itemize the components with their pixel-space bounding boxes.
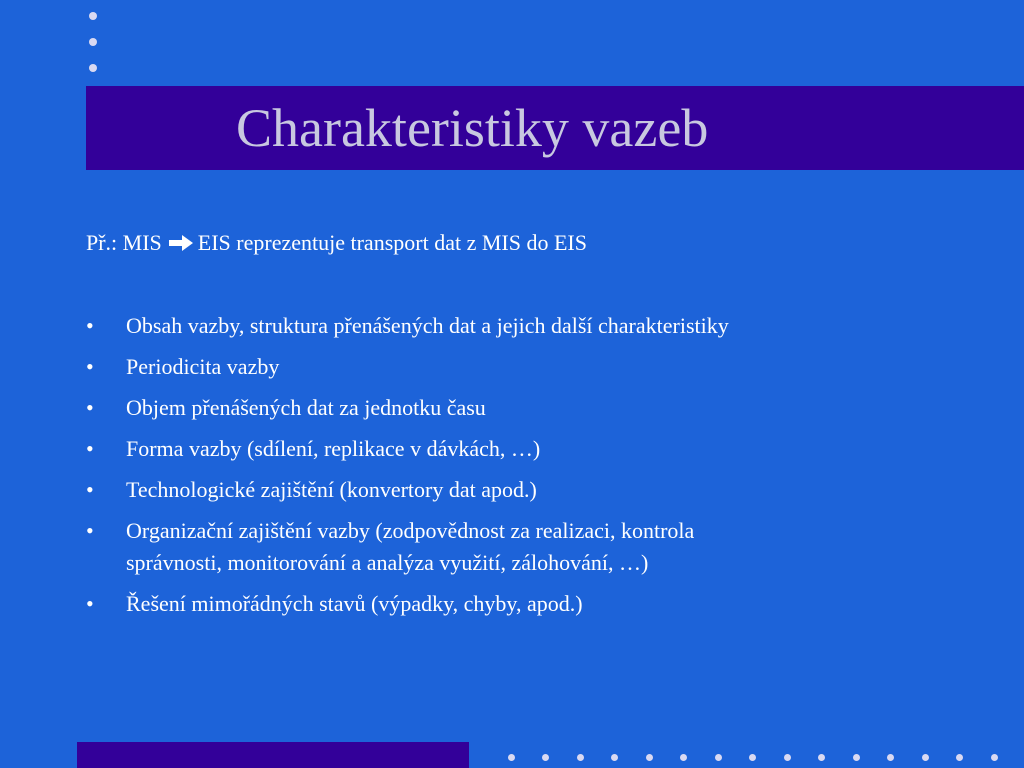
dot [508, 754, 515, 761]
title-bar [86, 86, 1024, 170]
bullet-item [86, 351, 906, 383]
bullet-text: Objem přenášených dat za jednotku času [126, 395, 486, 420]
bullet-text-line-1: Organizační zajištění vazby (zodpovědnost za realizaci, kontrola [126, 518, 695, 543]
dot [956, 754, 963, 761]
dot [577, 754, 584, 761]
dot [853, 754, 860, 761]
bullet-text-line-2: správnosti, monitorování a analýza využití, zálohování, …) [126, 550, 649, 575]
bullet-item [86, 310, 906, 342]
bottom-bar [77, 742, 469, 768]
slide-title: Charakteristiky vazeb [236, 98, 709, 158]
bullet-symbol: • [86, 313, 94, 338]
bullet-list [86, 310, 906, 629]
bullet-item [86, 515, 906, 579]
intro-text-before: Př.: MIS [86, 230, 162, 255]
decorative-dots-horizontal [508, 754, 998, 764]
right-arrow-icon [168, 234, 194, 252]
bullet-symbol: • [86, 436, 94, 461]
bullet-text: Periodicita vazby [126, 354, 280, 379]
bullet-text: Technologické zajištění (konvertory dat apod.) [126, 477, 537, 502]
bullet-text: Forma vazby (sdílení, replikace v dávkách, …) [126, 436, 541, 461]
bullet-symbol: • [86, 591, 94, 616]
dot [818, 754, 825, 761]
dot [89, 12, 97, 20]
bullet-symbol: • [86, 477, 94, 502]
dot [89, 38, 97, 46]
bullet-symbol: • [86, 518, 94, 543]
bullet-text: Obsah vazby, struktura přenášených dat a jejich další charakteristiky [126, 313, 729, 338]
bullet-item [86, 588, 906, 620]
dot [887, 754, 894, 761]
bullet-symbol: • [86, 395, 94, 420]
intro-line [86, 230, 587, 256]
bullet-symbol: • [86, 354, 94, 379]
dot [922, 754, 929, 761]
dot [991, 754, 998, 761]
bullet-item [86, 474, 906, 506]
dot [542, 754, 549, 761]
bullet-item [86, 392, 906, 424]
intro-text-after: EIS reprezentuje transport dat z MIS do EIS [197, 230, 587, 255]
bullet-text: Řešení mimořádných stavů (výpadky, chyby, apod.) [126, 591, 583, 616]
bullet-item [86, 433, 906, 465]
dot [89, 64, 97, 72]
dot [680, 754, 687, 761]
dot [784, 754, 791, 761]
dot [646, 754, 653, 761]
dot [715, 754, 722, 761]
dot [611, 754, 618, 761]
dot [749, 754, 756, 761]
